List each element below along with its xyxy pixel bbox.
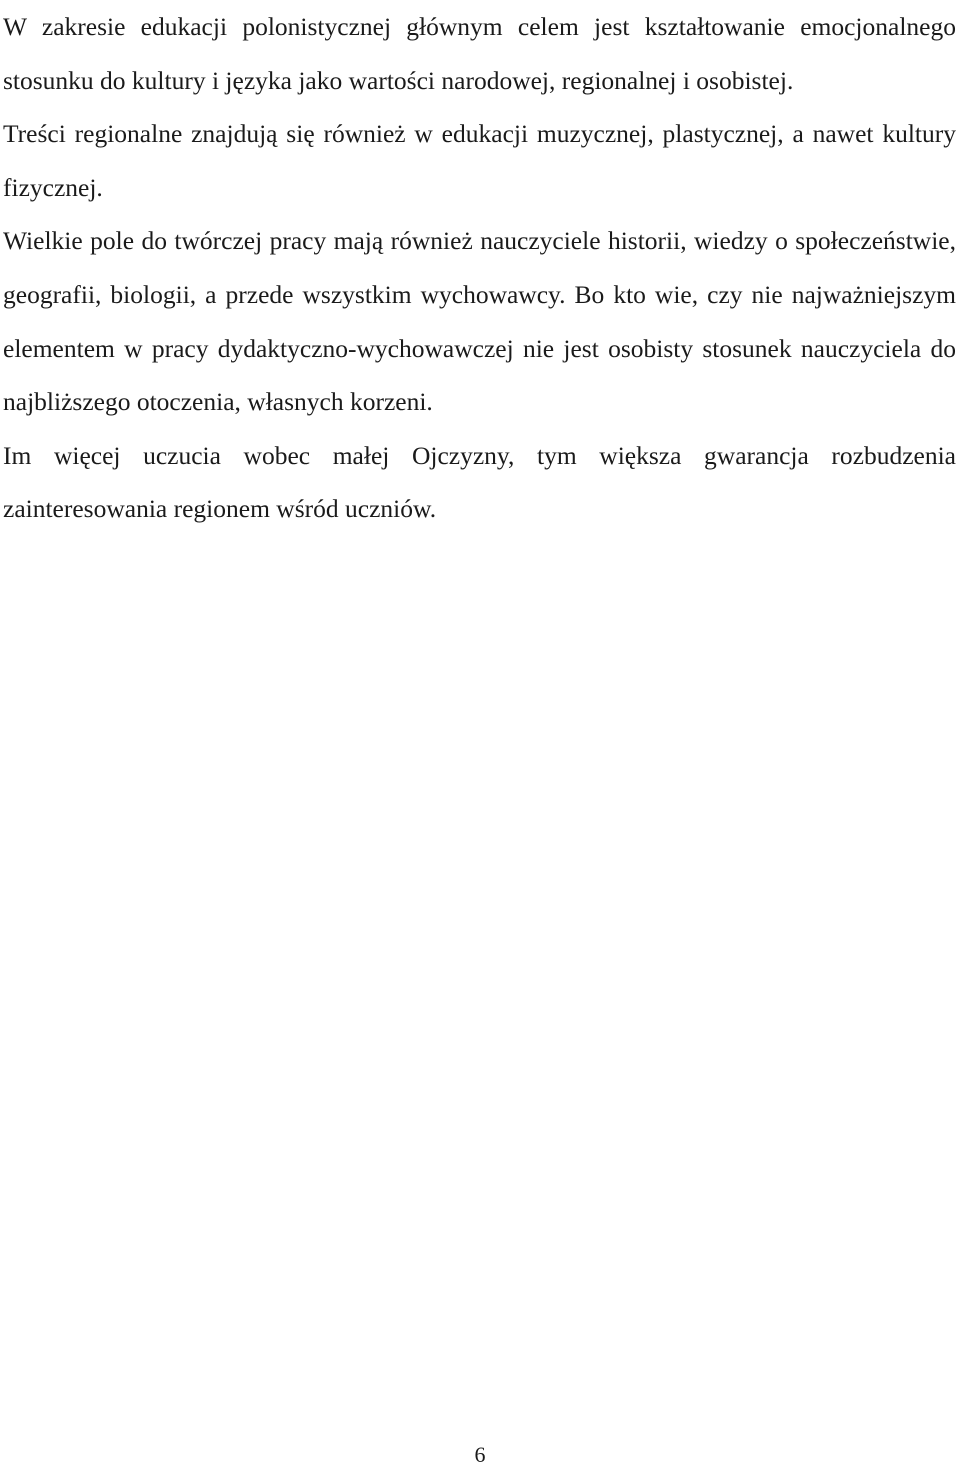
paragraph-teachers-role: Wielkie pole do twórczej pracy mają również nauczyciele historii, wiedzy o społeczeństwie, geografii, biologii, a przede wszystkim wychowawcy. Bo kto wie, czy nie najważniejszym elementem w pracy dydaktyczno-wychowawczej nie jest osobisty stosunek nauczyciela do najbliższego otoczenia, własnych korzeni. bbox=[3, 226, 956, 417]
body-text bbox=[3, 0, 956, 536]
page-number: 6 bbox=[474, 1442, 486, 1467]
paragraph-regional-content: Treści regionalne znajdują się również w edukacji muzycznej, plastycznej, a nawet kultury fizycznej. bbox=[3, 119, 956, 202]
paragraph-polish-education: W zakresie edukacji polonistycznej głównym celem jest kształtowanie emocjonalnego stosunku do kultury i języka jako wartości narodowej, regionalnej i osobistej. bbox=[3, 12, 956, 95]
paragraph-small-homeland: Im więcej uczucia wobec małej Ojczyzny, tym większa gwarancja rozbudzenia zainteresowania regionem wśród uczniów. bbox=[3, 440, 956, 524]
